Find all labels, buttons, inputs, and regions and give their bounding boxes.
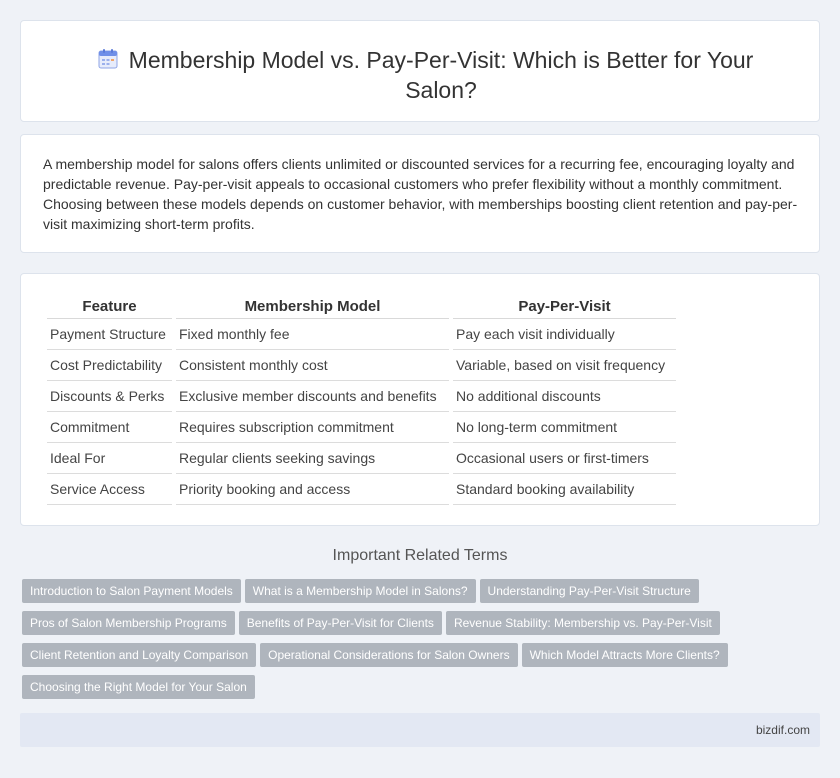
related-terms-heading: Important Related Terms <box>332 547 508 564</box>
table-cell: Variable, based on visit frequency <box>453 350 676 381</box>
column-header-pay-per-visit: Pay-Per-Visit <box>453 296 676 319</box>
table-cell: Pay each visit individually <box>453 319 676 350</box>
table-cell: Discounts & Perks <box>47 381 172 412</box>
comparison-card <box>20 273 820 526</box>
table-cell: Ideal For <box>47 443 172 474</box>
related-terms-list <box>22 579 802 707</box>
column-header-feature: Feature <box>47 296 172 319</box>
column-header-membership: Membership Model <box>176 296 449 319</box>
related-term-tag[interactable]: Pros of Salon Membership Programs <box>22 611 235 635</box>
footer-site-link[interactable]: bizdif.com <box>755 723 810 737</box>
table-cell: Exclusive member discounts and benefits <box>176 381 449 412</box>
table-cell: Fixed monthly fee <box>176 319 449 350</box>
table-cell: Regular clients seeking savings <box>176 443 449 474</box>
related-term-tag[interactable]: Benefits of Pay-Per-Visit for Clients <box>239 611 442 635</box>
related-term-tag[interactable]: Client Retention and Loyalty Comparison <box>22 643 256 667</box>
table-cell: No long-term commitment <box>453 412 676 443</box>
intro-card <box>20 134 820 253</box>
title-card <box>20 20 820 122</box>
table-row <box>47 319 676 350</box>
table-cell: Requires subscription commitment <box>176 412 449 443</box>
table-cell: Cost Predictability <box>47 350 172 381</box>
table-cell: Commitment <box>47 412 172 443</box>
intro-paragraph: A membership model for salons offers clients unlimited or discounted services for a recurring fee, encouraging loyalty and predictable revenue. Pay-per-visit appeals to occasional customers who prefer flexibility without a monthly commitment. Choosing between these models depends on customer behavior, with memberships boosting client retention and pay-per-visit maximizing short-term profits. <box>43 156 798 232</box>
comparison-table <box>43 296 680 505</box>
page-title: Membership Model vs. Pay-Per-Visit: Which is Better for Your Salon? <box>128 47 754 103</box>
table-row <box>47 474 676 505</box>
related-term-tag[interactable]: Introduction to Salon Payment Models <box>22 579 241 603</box>
related-term-tag[interactable]: Revenue Stability: Membership vs. Pay-Per-Visit <box>446 611 720 635</box>
table-cell: Payment Structure <box>47 319 172 350</box>
related-term-tag[interactable]: Which Model Attracts More Clients? <box>522 643 728 667</box>
table-cell: Service Access <box>47 474 172 505</box>
related-term-tag[interactable]: Choosing the Right Model for Your Salon <box>22 675 255 699</box>
table-row <box>47 443 676 474</box>
table-cell: Occasional users or first-timers <box>453 443 676 474</box>
related-term-tag[interactable]: Understanding Pay-Per-Visit Structure <box>480 579 699 603</box>
table-cell: No additional discounts <box>453 381 676 412</box>
table-row <box>47 350 676 381</box>
related-term-tag[interactable]: Operational Considerations for Salon Owners <box>260 643 517 667</box>
table-row <box>47 381 676 412</box>
table-cell: Consistent monthly cost <box>176 350 449 381</box>
table-row <box>47 412 676 443</box>
table-header-row <box>47 296 676 319</box>
related-term-tag[interactable]: What is a Membership Model in Salons? <box>245 579 476 603</box>
table-cell: Standard booking availability <box>453 474 676 505</box>
footer <box>20 713 820 747</box>
table-cell: Priority booking and access <box>176 474 449 505</box>
